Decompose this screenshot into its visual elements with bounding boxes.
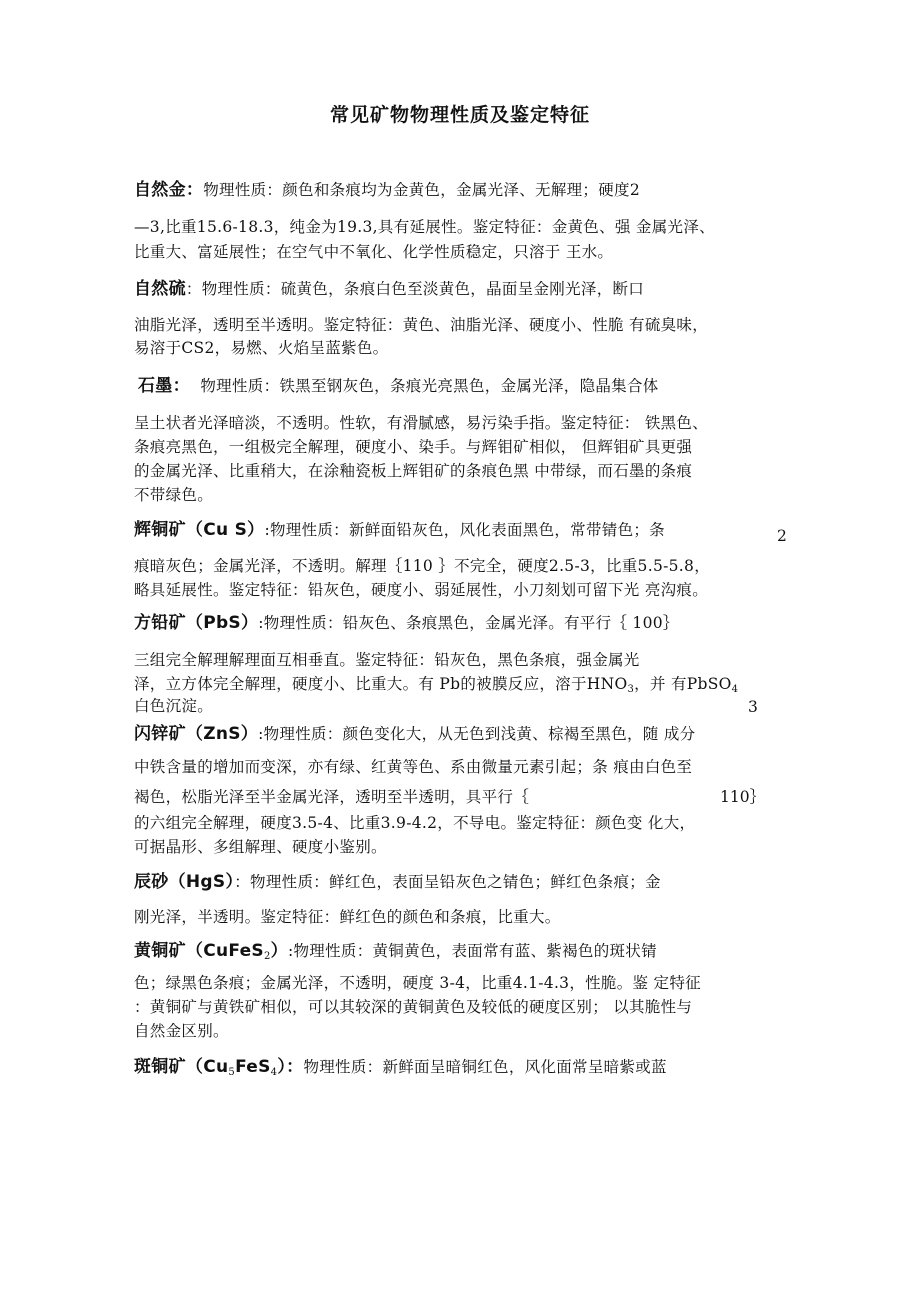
- page-title: 常见矿物物理性质及鉴定特征: [329, 104, 590, 126]
- sphalerite-line-2: 中铁含量的增加而变深，亦有绿、红黄等色、系由微量元素引起；条 痕由白色至: [134, 758, 693, 776]
- sphalerite-heading: 闪锌矿（ZnS）: [134, 724, 259, 744]
- graphite-line-2: 呈土状者光泽暗淡，不透明。性软，有滑腻感，易污染手指。鉴定特征： 铁黑色、: [134, 414, 709, 432]
- gold-line-2: —3,比重15.6-18.3，纯金为19.3,具有延展性。鉴定特征：金黄色、强 金属光泽、: [134, 218, 715, 236]
- graphite-line-1: 石墨： 物理性质：铁黑至钢灰色，条痕光亮黑色，金属光泽，隐晶集合体: [138, 376, 659, 396]
- sulfur-line-1: 自然硫：物理性质：硫黄色，条痕白色至淡黄色，晶面呈金刚光泽，断口: [134, 279, 645, 299]
- graphite-line-3: 条痕亮黑色，一组极完全解理，硬度小、染手。与辉钼矿相似， 但辉钼矿具更强: [134, 438, 693, 456]
- chalcocite-line-3: 略具延展性。鉴定特征：铅灰色，硬度小、弱延展性，小刀刻划可留下光 亮沟痕。: [134, 581, 709, 599]
- cinnabar-line-1: 辰砂（HgS）：物理性质：鲜红色，表面呈铅灰色之锖色；鲜红色条痕；金: [134, 872, 661, 892]
- sulfur-heading: 自然硫: [134, 279, 186, 299]
- chalcocite-heading: 辉铜矿（Cu S）: [134, 520, 265, 540]
- galena-heading: 方铅矿（PbS）: [134, 613, 259, 633]
- sphalerite-line-1: 闪锌矿（ZnS）:物理性质：颜色变化大，从无色到浅黄、棕褐至黑色，随 成分: [134, 724, 696, 744]
- galena-line-4: 白色沉淀。: [134, 697, 214, 715]
- sulfur-line-2: 油脂光泽，透明至半透明。鉴定特征：黄色、油脂光泽、硬度小、性脆 有硫臭味，: [134, 316, 709, 334]
- graphite-heading: 石墨：: [138, 376, 190, 396]
- graphite-line-5: 不带绿色。: [134, 486, 214, 504]
- chalcocite-line-1: 辉铜矿（Cu S）:物理性质：新鲜面铅灰色，风化表面黑色，常带锖色；条: [134, 520, 665, 540]
- galena-line-1: 方铅矿（PbS）:物理性质：铅灰色、条痕黑色，金属光泽。有平行｛ 100｝: [134, 613, 679, 633]
- graphite-line-4: 的金属光泽、比重稍大，在涂釉瓷板上辉钼矿的条痕色黑 中带绿，而石墨的条痕: [134, 462, 693, 480]
- galena-line-3: 泽，立方体完全解理，硬度小、比重大。有 Pb的被膜反应，溶于$HNO_3$，并 有PbSO$_4$: [134, 675, 739, 695]
- galena-line-2: 三组完全解理解理面互相垂直。鉴定特征：铅灰色，黑色条痕，强金属光: [134, 651, 640, 669]
- chalcopyrite-line-4: 自然金区别。: [134, 1022, 229, 1040]
- chalcocite-line-2: 痕暗灰色；金属光泽，不透明。解理｛110 ｝不完全，硬度2.5-3，比重5.5-5.8，: [134, 557, 710, 575]
- sphalerite-line-4: 的六组完全解理，硬度3.5-4、比重3.9-4.2，不导电。鉴定特征：颜色变 化大，: [134, 814, 696, 832]
- sphalerite-line-5: 可据晶形、多组解理、硬度小鉴别。: [134, 838, 387, 856]
- chalcocite-subscript: 2: [777, 527, 787, 545]
- gold-line-3: 比重大、富延展性；在空气中不氧化、化学性质稳定，只溶于 王水。: [134, 243, 614, 261]
- gold-heading: 自然金: [134, 180, 186, 200]
- bornite-line-1: 斑铜矿$(Cu_5FeS_4)$：物理性质：新鲜面呈暗铜红色，风化面常呈暗紫或蓝: [134, 1057, 667, 1078]
- chalcopyrite-line-3: ：黄铜矿与黄铁矿相似，可以其较深的黄铜黄色及较低的硬度区别； 以其脆性与: [134, 998, 693, 1016]
- cinnabar-heading: 辰砂（HgS）: [134, 872, 235, 892]
- gold-line-1: 自然金：物理性质：颜色和条痕均为金黄色，金属光泽、无解理；硬度2: [134, 180, 640, 200]
- cinnabar-line-2: 刚光泽，半透明。鉴定特征：鲜红色的颜色和条痕，比重大。: [134, 908, 561, 926]
- galena-footnote-number: 3: [748, 698, 758, 716]
- bornite-heading: 斑铜矿（Cu: [134, 1057, 229, 1077]
- chalcopyrite-line-2: 色；绿黑色条痕；金属光泽，不透明，硬度 3-4，比重4.1-4.3，性脆。鉴 定特征: [134, 974, 701, 992]
- chalcopyrite-heading: 黄铜矿（CuFeS: [134, 941, 264, 961]
- sphalerite-line-3a: 褐色，松脂光泽至半金属光泽，透明至半透明，具平行｛: [134, 788, 530, 806]
- chalcopyrite-line-1: 黄铜矿（CuFeS$_2$）:物理性质：黄铜黄色，表面常有蓝、紫褐色的斑状锖: [134, 941, 657, 962]
- sulfur-line-3: 易溶于CS2，易燃、火焰呈蓝紫色。: [134, 339, 389, 357]
- sphalerite-line-3b: 110｝: [720, 788, 766, 806]
